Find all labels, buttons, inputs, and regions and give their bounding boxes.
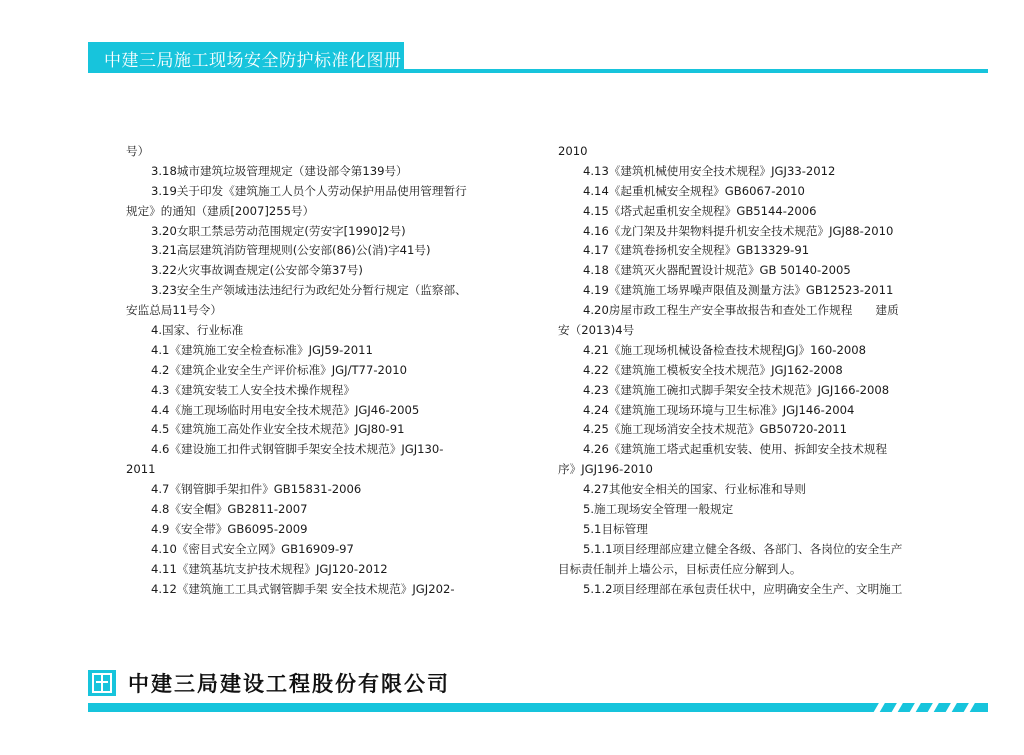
text-line: 2011: [126, 462, 156, 477]
text-line: 序》JGJ196-2010: [558, 462, 653, 477]
text-line: 3.20女职工禁忌劳动范围规定(劳安字[1990]2号): [151, 223, 406, 238]
text-line: 4.20房屋市政工程生产安全事故报告和查处工作规程 建质: [583, 303, 899, 318]
text-line: 4.18《建筑灭火器配置设计规范》GB 50140-2005: [583, 263, 851, 278]
document-title: 中建三局施工现场安全防护标准化图册: [104, 51, 402, 71]
text-line: 目标责任制并上墙公示，目标责任应分解到人。: [558, 561, 802, 576]
footer-stripe: [962, 703, 976, 712]
footer-rule: [88, 703, 988, 712]
text-line: 4.26《建筑施工塔式起重机安装、使用、拆卸安全技术规程: [583, 442, 888, 457]
text-line: 5.1.1项目经理部应建立健全各级、各部门、各岗位的安全生产: [583, 541, 903, 556]
text-line: 4.6《建设施工扣件式钢管脚手架安全技术规范》JGJ130-: [151, 442, 444, 457]
text-line: 4.24《建筑施工现场环境与卫生标准》JGJ146-2004: [583, 402, 855, 417]
text-line: 3.21高层建筑消防管理规则(公安部(86)公(消)字41号): [151, 243, 431, 258]
text-line: 4.8《安全帽》GB2811-2007: [151, 502, 308, 517]
footer-stripe: [890, 703, 904, 712]
footer-stripe: [944, 703, 958, 712]
text-line: 5.1.2项目经理部在承包责任状中，应明确安全生产、文明施工: [583, 581, 903, 596]
text-line: 4.4《施工现场临时用电安全技术规范》JGJ46-2005: [151, 402, 420, 417]
text-line: 4.16《龙门架及井架物料提升机安全技术规范》JGJ88-2010: [583, 223, 894, 238]
text-line: 4.25《施工现场消安全技术规范》GB50720-2011: [583, 422, 848, 437]
company-logo-icon: [88, 670, 116, 696]
text-line: 4.23《建筑施工碗扣式脚手架安全技术规范》JGJ166-2008: [583, 382, 890, 397]
text-line: 4.15《塔式起重机安全规程》GB5144-2006: [583, 203, 817, 218]
text-line: 4.5《建筑施工高处作业安全技术规范》JGJ80-91: [151, 422, 405, 437]
text-line: 3.23安全生产领域违法违纪行为政纪处分暂行规定（监察部、: [151, 283, 467, 298]
text-line: 4.9《安全带》GB6095-2009: [151, 521, 308, 536]
footer-company-name: 中建三局建设工程股份有限公司: [128, 672, 450, 696]
text-line: 5.施工现场安全管理一般规定: [583, 502, 734, 517]
footer-stripe: [908, 703, 922, 712]
text-line: 4.10《密目式安全立网》GB16909-97: [151, 541, 354, 556]
text-line: 4.国家、行业标准: [151, 323, 244, 338]
text-line: 5.1目标管理: [583, 521, 648, 536]
text-line: 4.1《建筑施工安全检查标准》JGJ59-2011: [151, 342, 373, 357]
text-line: 3.19关于印发《建筑施工人员个人劳动保护用品使用管理暂行: [151, 183, 467, 198]
footer-stripe: [872, 703, 886, 712]
text-line: 4.2《建筑企业安全生产评价标准》JGJ/T77-2010: [151, 362, 408, 377]
text-line: 3.18城市建筑垃圾管理规定（建设部令第139号）: [151, 163, 408, 178]
text-line: 4.14《起重机械安全规程》GB6067-2010: [583, 183, 805, 198]
text-line: 2010: [558, 144, 588, 158]
text-line: 4.27其他安全相关的国家、行业标准和导则: [583, 482, 806, 497]
left-text-column: [126, 142, 521, 599]
text-line: 4.21《施工现场机械设备检查技术规程JGJ》160-2008: [583, 342, 866, 357]
text-line: 4.17《建筑卷扬机安全规程》GB13329-91: [583, 243, 810, 258]
text-line: 4.19《建筑施工场界噪声限值及测量方法》GB12523-2011: [583, 283, 894, 298]
text-line: 4.3《建筑安装工人安全技术操作规程》: [151, 382, 355, 397]
right-text-column: [558, 142, 953, 599]
text-line: 4.7《钢管脚手架扣件》GB15831-2006: [151, 482, 362, 497]
text-line: 号）: [126, 144, 150, 158]
text-line: 4.11《建筑基坑支护技术规程》JGJ120-2012: [151, 561, 388, 576]
footer-stripe: [926, 703, 940, 712]
text-line: 4.22《建筑施工模板安全技术规范》JGJ162-2008: [583, 362, 843, 377]
text-line: 4.12《建筑施工工具式钢管脚手架 安全技术规范》JGJ202-: [151, 581, 455, 596]
text-line: 3.22火灾事故调查规定(公安部令第37号): [151, 263, 363, 278]
text-line: 安（2013)4号: [558, 323, 635, 338]
text-line: 规定》的通知（建质[2007]255号）: [126, 203, 315, 218]
text-line: 安监总局11号令）: [126, 303, 222, 318]
text-line: 4.13《建筑机械使用安全技术规程》JGJ33-2012: [583, 163, 836, 178]
